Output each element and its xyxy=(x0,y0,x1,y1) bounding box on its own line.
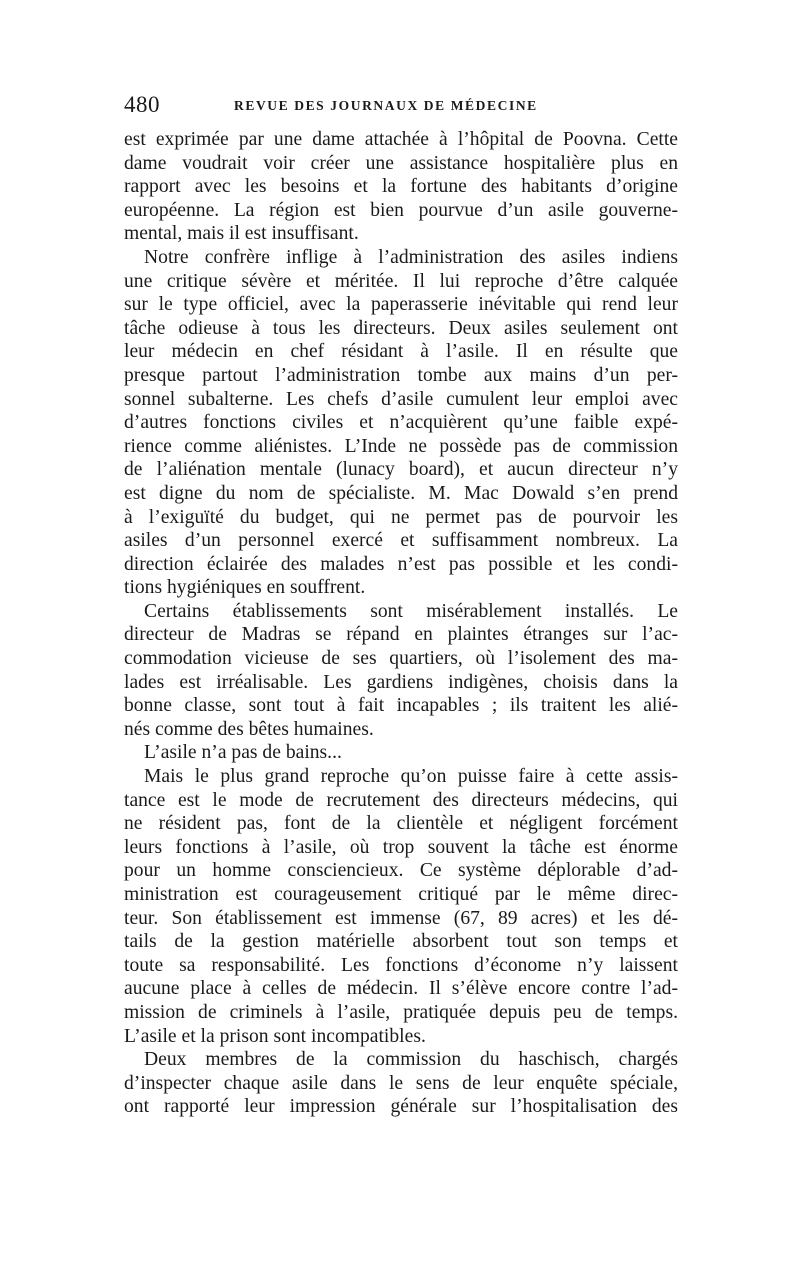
text-line: ne résident pas, font de la clientèle et négligent forcément xyxy=(124,813,678,835)
text-line: tails de la gestion matérielle absorbent tout son temps et xyxy=(124,931,678,953)
text-line: mental, mais il est insuffisant. xyxy=(124,223,359,245)
text-line: Deux membres de la commission du haschisch, chargés xyxy=(144,1049,678,1071)
paragraph xyxy=(124,1048,678,1119)
page-number: 480 xyxy=(124,92,160,117)
text-line: tance est le mode de recrutement des directeurs médecins, qui xyxy=(124,789,678,811)
text-line: est digne du nom de spécialiste. M. Mac Dowald s’en prend xyxy=(124,482,678,504)
text-line: tions hygiéniques en souffrent. xyxy=(124,577,366,599)
text-line: est exprimée par une dame attachée à l’hôpital de Poovna. Cette xyxy=(124,129,678,150)
paragraph xyxy=(124,600,678,742)
page-header xyxy=(124,92,680,122)
text-line: ministration est courageusement critiqué par le même direc- xyxy=(124,884,678,905)
text-line: commodation vicieuse de ses quartiers, où l’isolement des ma- xyxy=(124,648,678,670)
text-line: L’asile et la prison sont incompatibles. xyxy=(124,1025,426,1047)
text-line: presque partout l’administration tombe aux mains d’un per- xyxy=(124,364,678,386)
text-line: tâche odieuse à tous les directeurs. Deux asiles seulement ont xyxy=(124,317,678,339)
text-line: ont rapporté leur impression générale sur l’hospitalisation des xyxy=(124,1096,678,1118)
text-line: mission de criminels à l’asile, pratiquée depuis peu de temps. xyxy=(124,1001,678,1023)
running-head: REVUE DES JOURNAUX DE MÉDECINE xyxy=(234,98,538,113)
text-line: L’asile n’a pas de bains... xyxy=(144,742,342,764)
text-line: lades est irréalisable. Les gardiens indigènes, choisis dans la xyxy=(124,671,678,693)
paragraph xyxy=(124,128,678,246)
text-line: Mais le plus grand reproche qu’on puisse faire à cette assis- xyxy=(144,766,678,788)
text-line: dame voudrait voir créer une assistance hospitalière plus en xyxy=(124,152,678,174)
text-line: une critique sévère et méritée. Il lui reproche d’être calquée xyxy=(124,270,678,292)
paragraph xyxy=(124,246,678,600)
text-line: à l’exiguïté du budget, qui ne permet pas de pourvoir les xyxy=(124,506,678,528)
text-line: rapport avec les besoins et la fortune des habitants d’origine xyxy=(124,176,678,198)
text-line: toute sa responsabilité. Les fonctions d’économe n’y laissent xyxy=(124,954,678,976)
text-line: pour un homme consciencieux. Ce système déplorable d’ad- xyxy=(124,860,678,882)
text-line: sonnel subalterne. Les chefs d’asile cumulent leur emploi avec xyxy=(124,388,678,410)
text-line: d’autres fonctions civiles et n’acquièrent qu’une faible expé- xyxy=(124,412,678,434)
text-line: direction éclairée des malades n’est pas possible et les condi- xyxy=(124,553,678,575)
text-line: nés comme des bêtes humaines. xyxy=(124,718,374,740)
text-line: leur médecin en chef résidant à l’asile. Il en résulte que xyxy=(124,341,678,363)
text-line: asiles d’un personnel exercé et suffisamment nombreux. La xyxy=(124,530,678,552)
text-line: rience comme aliénistes. L’Inde ne possède pas de commission xyxy=(124,435,678,457)
text-line: directeur de Madras se répand en plaintes étranges sur l’ac- xyxy=(124,624,678,646)
text-line: bonne classe, sont tout à fait incapables ; ils traitent les alié- xyxy=(124,695,678,717)
text-line: Notre confrère inflige à l’administration des asiles indiens xyxy=(144,246,678,268)
text-line: leurs fonctions à l’asile, où trop souvent la tâche est énorme xyxy=(124,836,678,858)
text-line: aucune place à celles de médecin. Il s’élève encore contre l’ad- xyxy=(124,978,678,1000)
text-line: européenne. La région est bien pourvue d’un asile gouverne- xyxy=(124,199,678,221)
text-line: teur. Son établissement est immense (67, 89 acres) et les dé- xyxy=(124,907,678,929)
text-line: sur le type officiel, avec la paperasserie inévitable qui rend leur xyxy=(124,294,678,316)
text-line: Certains établissements sont misérablement installés. Le xyxy=(144,600,678,622)
body-text xyxy=(124,128,678,1119)
paragraph xyxy=(124,741,678,765)
text-line: d’inspecter chaque asile dans le sens de leur enquête spéciale, xyxy=(124,1072,678,1094)
paragraph xyxy=(124,765,678,1048)
text-line: de l’aliénation mentale (lunacy board), et aucun directeur n’y xyxy=(124,459,678,481)
